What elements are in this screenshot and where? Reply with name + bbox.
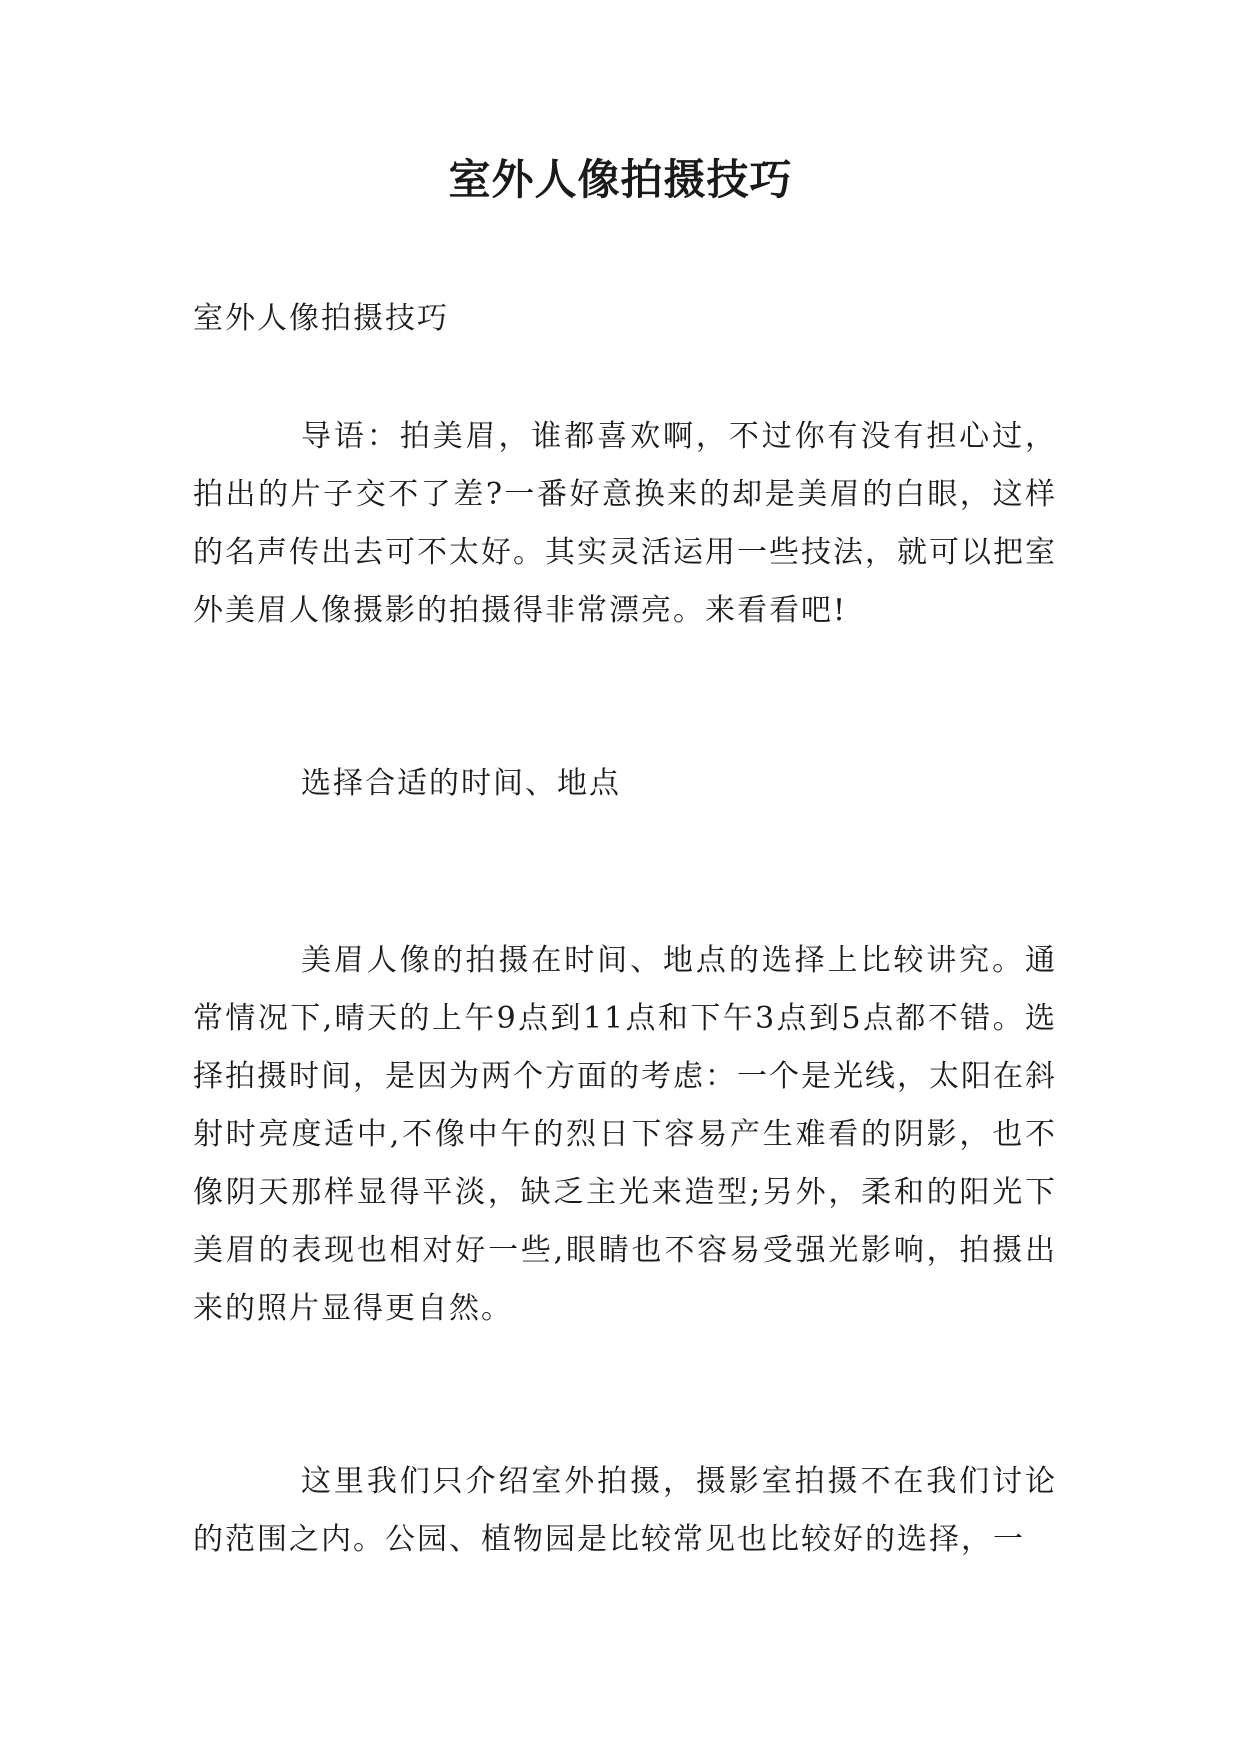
paragraph-intro: 导语：拍美眉，谁都喜欢啊，不过你有没有担心过，拍出的片子交不了差?一番好意换来的却是美眉的白眼，这样的名声传出去可不太好。其实灵活运用一些技法，就可以把室外美眉人像摄影的拍摄得非常漂亮。来看看吧! <box>193 419 1057 628</box>
section-heading: 选择合适的时间、地点 <box>301 766 621 801</box>
paragraph-location: 这里我们只介绍室外拍摄，摄影室拍摄不在我们讨论的范围之内。公园、植物园是比较常见也比较好的选择，一 <box>193 1464 1057 1557</box>
paragraph-time: 美眉人像的拍摄在时间、地点的选择上比较讲究。通常情况下,晴天的上午9点到11点和下午3点到5点都不错。选择拍摄时间，是因为两个方面的考虑：一个是光线，太阳在斜射时亮度适中,不像中午的烈日下容易产生难看的阴影，也不像阴天那样显得平淡，缺乏主光来造型;另外，柔和的阳光下美眉的表现也相对好一些,眼睛也不容易受强光影响，拍摄出来的照片显得更自然。 <box>193 943 1057 1326</box>
document-title: 室外人像拍摄技巧 <box>448 155 793 204</box>
document-subtitle: 室外人像拍摄技巧 <box>193 301 449 336</box>
